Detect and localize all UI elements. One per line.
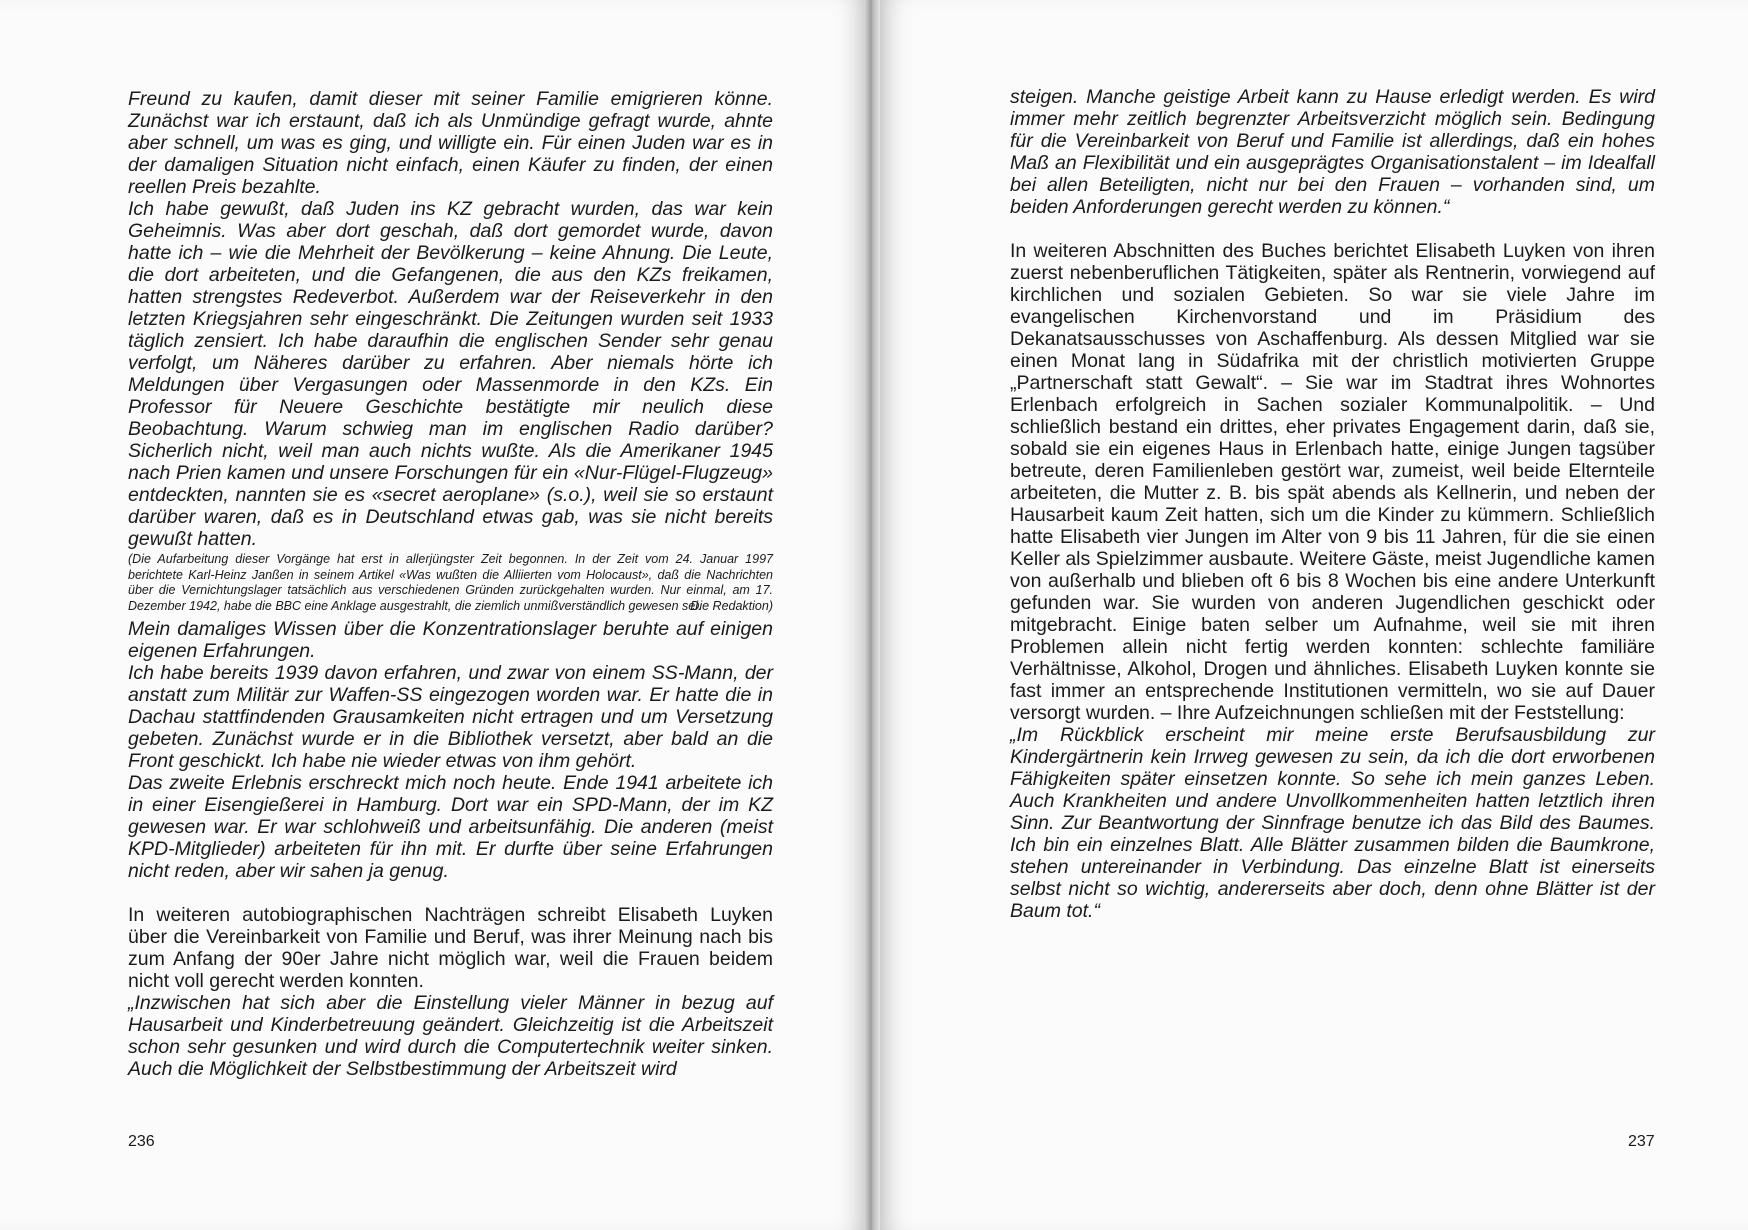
right-page-text [1010,86,1655,922]
paragraph: „Inzwischen hat sich aber die Einstellung vieler Männer in bezug auf Hausarbeit und Kinderbetreuung geändert. Gleichzeitig ist die Arbeitszeit schon sehr gesunken und wird durch die Computertechnik weiter sinken. Auch die Möglichkeit der Selbstbestimmung der Arbeitszeit wird [128,992,773,1080]
editorial-note-text: (Die Aufarbeitung dieser Vorgänge hat erst in allerjüngster Zeit begonnen. In der Zeit vom 24. Januar 1997 berichtete Karl-Heinz Janßen in seinem Artikel «Was wußten die Alliierten vom Holocaust», daß die Nachrichten über die Vernichtungslager tatsächlich aus verschiedenen Gründen zurückgehalten wurden. Nur einmal, am 17. Dezember 1942, habe die BBC eine Anklage ausgestrahlt, die ziemlich unmißverständlich gewesen sei. [128,552,773,613]
paragraph: Ich habe bereits 1939 davon erfahren, und zwar von einem SS-Mann, der anstatt zum Militär zur Waffen-SS eingezogen worden war. Er hatte die in Dachau stattfindenden Grausamkeiten nicht ertragen und um Versetzung gebeten. Zunächst wurde er in die Bibliothek versetzt, aber bald an die Front geschickt. Ich habe nie wieder etwas von ihm gehört. [128,662,773,772]
paragraph: Mein damaliges Wissen über die Konzentrationslager beruhte auf einigen eigenen Erfahrungen. [128,618,773,662]
paragraph: Ich habe gewußt, daß Juden ins KZ gebracht wurden, das war kein Geheimnis. Was aber dort geschah, daß dort gemordet wurde, davon hatte ich – wie die Mehrheit der Bevölkerung – keine Ahnung. Die Leute, die dort arbeiteten, und die Gefangenen, die aus den KZs freikamen, hatten strengstes Redeverbot. Außerdem war der Reiseverkehr in den letzten Kriegsjahren sehr eingeschränkt. Die Zeitungen wurden seit 1933 täglich zensiert. Ich habe daraufhin die englischen Sender sehr genau verfolgt, um Näheres darüber zu erfahren. Aber niemals hörte ich Meldungen über Vergasungen oder Massenmorde in den KZs. Ein Professor für Neuere Geschichte bestätigte mir neulich diese Beobachtung. Warum schwieg man im englischen Radio darüber? Sicherlich nicht, weil man auch nichts wußte. Als die Amerikaner 1945 nach Prien kamen und unsere Forschungen für ein «Nur-Flügel-Flugzeug» entdeckten, nannten sie es «secret aeroplane» (s.o.), weil sie so erstaunt darüber waren, daß es in Deutschland etwas gab, was sie nicht bereits gewußt hatten. [128,198,773,550]
paragraph: In weiteren Abschnitten des Buches berichtet Elisabeth Luyken von ihren zuerst nebenberuflichen Tätigkeiten, später als Rentnerin, vorwiegend auf kirchlichen und sozialen Gebieten. So war sie viele Jahre im evangelischen Kirchenvorstand und im Präsidium des Dekanatsausschusses von Aschaffenburg. Als dessen Mitglied war sie einen Monat lang in Südafrika mit der christlich motivierten Gruppe „Partnerschaft statt Gewalt“. – Sie war im Stadtrat ihres Wohnortes Erlenbach erfolgreich in Sachen sozialer Kommunalpolitik. – Und schließlich bestand ein drittes, eher privates Engagement darin, daß sie, sobald sie ein eigenes Haus in Erlenbach hatte, einige Jungen tagsüber betreute, deren Familienleben gestört war, zumeist, weil beide Elternteile arbeiteten, die Mutter z. B. bis spät abends als Kellnerin, und neben der Hausarbeit kaum Zeit hatten, sich um die Kinder zu kümmern. Schließlich hatte Elisabeth vier Jungen im Alter von 9 bis 11 Jahren, für die sie einen Keller als Spielzimmer ausbaute. Weitere Gäste, meist Jugendliche kamen von außerhalb und blieben oft 6 bis 8 Wochen bis eine andere Unterkunft gefunden war. Sie wurden von anderen Jugendlichen geschickt oder mitgebracht. Einige baten selber um Aufnahme, weil sie mit ihren Problemen allein nicht fertig werden konnten: schlechte familiäre Verhältnisse, Alkohol, Drogen und ähnliches. Elisabeth Luyken konnte sie fast immer an entsprechende Institutionen vermitteln, wo sie auf Dauer versorgt wurden. – Ihre Aufzeichnungen schließen mit der Feststellung: [1010,240,1655,724]
left-page-text [128,88,773,1080]
paragraph: In weiteren autobiographischen Nachträgen schreibt Elisabeth Luyken über die Vereinbarkeit von Familie und Beruf, was ihrer Meinung nach bis zum Anfang der 90er Jahre nicht möglich war, weil die Frauen beidem nicht voll gerecht werden konnten. [128,904,773,992]
paragraph: Freund zu kaufen, damit dieser mit seiner Familie emigrieren könne. Zunächst war ich erstaunt, daß ich als Unmündige gefragt wurde, ahnte aber schnell, um was es ging, und willigte ein. Für einen Juden war es in der damaligen Situation nicht einfach, einen Käufer zu finden, der einen reellen Preis bezahlte. [128,88,773,198]
paragraph: Das zweite Erlebnis erschreckt mich noch heute. Ende 1941 arbeitete ich in einer Eisengießerei in Hamburg. Dort war ein SPD-Mann, der im KZ gewesen war. Er war schlohweiß und arbeitsunfähig. Die anderen (meist KPD-Mitglieder) arbeiteten für ihn mit. Er durfte über seine Erfahrungen nicht reden, aber wir sahen ja genug. [128,772,773,882]
editorial-note [128,552,773,614]
page-number: 237 [1628,1133,1655,1150]
book-gutter [864,0,880,1230]
paragraph: steigen. Manche geistige Arbeit kann zu Hause erledigt werden. Es wird immer mehr zeitlich begrenzter Arbeitsverzicht möglich sein. Bedingung für die Vereinbarkeit von Beruf und Familie ist allerdings, daß ein hohes Maß an Flexibilität und ein ausgeprägtes Organisationstalent – im Idealfall bei allen Beteiligten, nicht nur bei den Frauen – vorhanden sind, um beiden Anforderungen gerecht werden zu können.“ [1010,86,1655,218]
editorial-note-signature: Die Redaktion) [690,598,773,613]
right-page [872,0,1748,1230]
page-number: 236 [128,1133,155,1150]
paragraph: „Im Rückblick erscheint mir meine erste Berufsausbildung zur Kindergärtnerin kein Irrweg gewesen zu sein, da ich die dort erworbenen Fähigkeiten später einsetzen konnte. So sehe ich mein ganzes Leben. Auch Krankheiten und andere Unvollkommenheiten hatten letztlich ihren Sinn. Zur Beantwortung der Sinnfrage benutze ich das Bild des Baumes. Ich bin ein einzelnes Blatt. Alle Blätter zusammen bilden die Baumkrone, stehen untereinander in Verbindung. Das einzelne Blatt ist einerseits selbst nicht so wichtig, andererseits aber doch, denn ohne Blätter ist der Baum tot.“ [1010,724,1655,922]
left-page [0,0,872,1230]
